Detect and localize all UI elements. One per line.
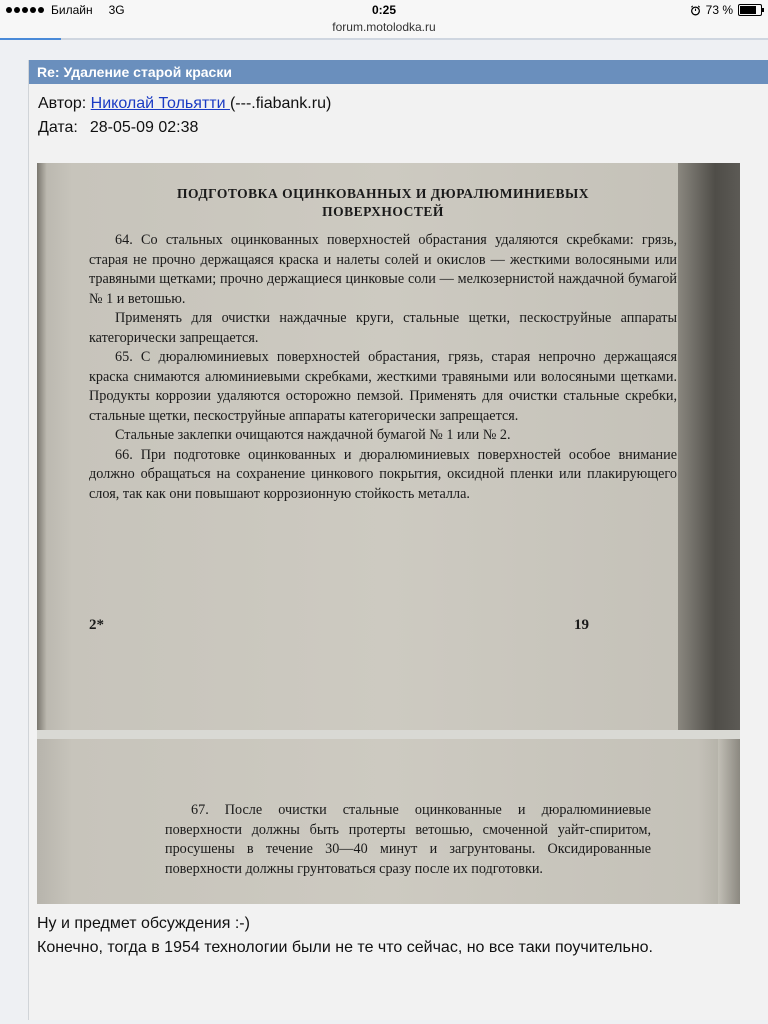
page-edge-shadow [37, 163, 47, 730]
status-bar [0, 0, 768, 20]
alarm-icon [690, 5, 701, 16]
scan-paragraph: 67. После очистки стальные оцинкованные и дюралюминиевые поверхности должны быть протерты ветошью, смоченной уайт-спиритом, просушены в течение 30—40 минут и загрунтованы. Оксидированные поверхности должны грунтоваться сразу после их подготовки. [165, 802, 651, 877]
scan-paragraph: Стальные заклепки очищаются наждачной бумагой № 1 или № 2. [115, 427, 511, 443]
scan-heading-line: ПОДГОТОВКА ОЦИНКОВАННЫХ И ДЮРАЛЮМИНИЕВЫХ [176, 186, 589, 201]
scan-heading-line: ПОВЕРХНОСТЕЙ [322, 204, 444, 219]
post-body-line: Ну и предмет обсуждения :-) [37, 915, 250, 932]
author-row [38, 92, 768, 116]
signature-mark: 2* [89, 617, 104, 633]
post-meta [29, 84, 768, 140]
post-body-line: Конечно, тогда в 1954 технологии были не те что сейчас, но все таки поучительно. [37, 939, 653, 956]
status-right-group [690, 3, 762, 17]
scanned-text-block [165, 801, 651, 879]
page-load-progress [0, 38, 768, 40]
post-title: Re: Удаление старой краски [29, 60, 768, 84]
scanned-page-image-top[interactable] [37, 163, 740, 730]
date-value: 28-05-09 02:38 [89, 119, 199, 136]
scan-paragraph: 66. При подготовке оцинкованных и дюралюминиевых поверхностей особое внимание должно обращаться на сохранение цинкового покрытия, оксидной пленки или плакирующего слоя, так как они повышают коррозионную стойкость металла. [89, 446, 677, 502]
scan-heading [89, 185, 677, 221]
page-edge-shadow [718, 739, 740, 904]
scan-paragraph: 64. Со стальных оцинкованных поверхностей обрастания удаляются скребками: грязь, старая не прочно держащаяся краска и налеты солей и окислов — жесткими волосяными или травяными щетками; прочно держащиеся цинковые соли — мелкозернистой наждачной бумагой № 1 и ветошью. [89, 232, 677, 307]
date-label: Дата: [38, 119, 78, 136]
carrier-name: Билайн [51, 3, 93, 17]
url-text[interactable]: forum.motolodka.ru [332, 20, 436, 34]
page-number: 19 [574, 617, 589, 633]
book-spine-shadow [678, 163, 740, 730]
network-type: 3G [108, 3, 125, 17]
scanned-text-block [89, 185, 677, 504]
scan-paragraph: Применять для очистки наждачные круги, стальные щетки, пескоструйные аппараты категорически запрещается. [89, 310, 677, 346]
page-load-progress-fill [0, 38, 61, 40]
page-footer-marks [89, 617, 589, 634]
address-bar[interactable] [0, 20, 768, 40]
image-divider [37, 730, 740, 739]
battery-percent: 73 % [705, 3, 733, 17]
clock: 0:25 [371, 3, 397, 17]
author-label: Автор: [38, 95, 87, 112]
scanned-page-image-bottom[interactable] [37, 739, 740, 904]
battery-icon [738, 4, 762, 16]
battery-level [740, 6, 756, 14]
date-row [38, 116, 768, 140]
post-body-text [37, 912, 653, 960]
author-link[interactable]: Николай Тольятти [90, 95, 230, 112]
author-host: (---.fiabank.ru) [229, 95, 332, 112]
scan-paragraph: 65. С дюралюминиевых поверхностей обрастания, грязь, старая непрочно держащаяся краска снимаются алюминиевыми скребками, жесткими травяными или волосяными щетками. Продукты коррозии удаляются осторожно пемзой. Применять для очистки стальные скребки, стальные щетки, пескоструйные аппараты категорически запрещается. [89, 349, 677, 424]
